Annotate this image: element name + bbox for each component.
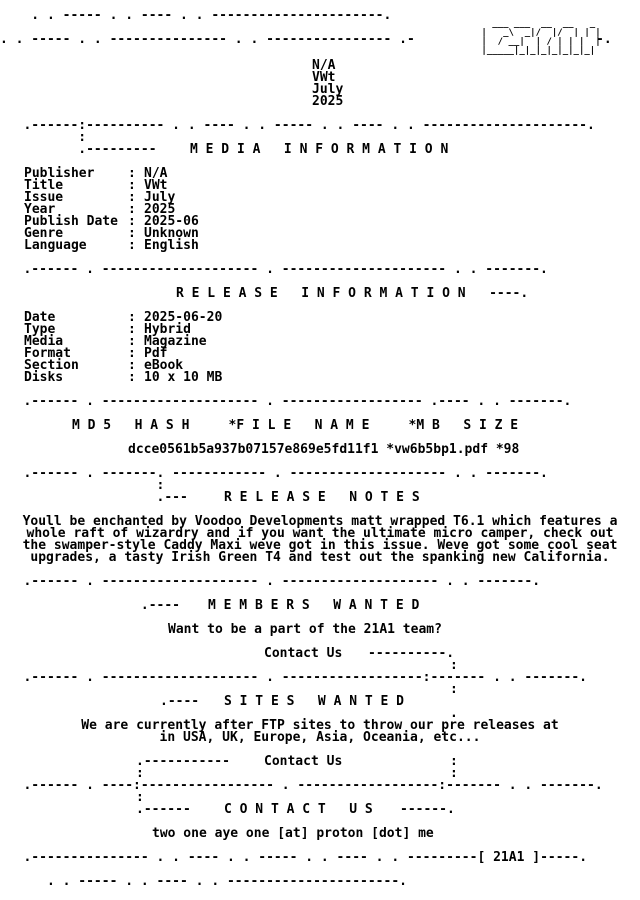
header-year: 2025 — [312, 94, 344, 109]
footer-tag: [ 21A1 ] — [477, 850, 541, 865]
release-notes-line: Youll be enchanted by Voodoo Developments matt wrapped T6.1 which features a — [22, 514, 618, 529]
contact-address: two one aye one [at] proton [dot] me — [152, 826, 434, 841]
divider: .------ — [136, 802, 191, 817]
divider: ----------. — [368, 646, 455, 661]
release-notes-line: the swamper-style Caddy Maxi weve got in this issue. Weve got some cool seat — [22, 538, 618, 553]
divider: .------:---------- . . ---- . . ----- . . ---- . . ---------------------. — [0, 118, 595, 133]
hash-row — [128, 444, 628, 456]
media-field: Issue : July — [24, 190, 176, 205]
release-field: Section : eBook — [24, 358, 184, 373]
divider: .------ . ----:----------------- . ------------------:------- . . -------. — [0, 778, 603, 793]
divider: : — [0, 478, 165, 493]
release-notes-line: whole raft of wizardry and if you want the ultimate micro camper, check out — [26, 526, 614, 541]
contact-us-link[interactable]: Contact Us — [264, 646, 343, 661]
header-title: VWt — [312, 70, 336, 85]
divider: .------ . -------------------- . ------------------ .---- . . -------. — [0, 394, 572, 409]
sites-wanted-text: We are currently after FTP sites to throw our pre releases at — [81, 718, 559, 733]
md5-hash: dcce0561b5a937b07157e869e5fd11f1 — [128, 442, 379, 457]
divider: .---- — [160, 694, 200, 709]
header-publisher: N/A — [312, 58, 336, 73]
file-name: *vw6b5bp1.pdf — [386, 442, 489, 457]
divider: .--- — [0, 490, 188, 505]
release-field: Date : 2025-06-20 — [24, 310, 223, 325]
top-border-line: . . ----- . . ---- . . ----------------------. — [0, 8, 392, 23]
divider: . — [450, 706, 458, 721]
media-field: Year : 2025 — [24, 202, 176, 217]
mb-size: *98 — [495, 442, 520, 457]
sites-wanted-heading: S I T E S W A N T E D — [224, 694, 405, 709]
sites-wanted-text: in USA, UK, Europe, Asia, Oceania, etc... — [159, 730, 481, 745]
release-information-heading: R E L E A S E I N F O R M A T I O N ----. — [176, 286, 529, 301]
members-wanted-text: Want to be a part of the 21A1 team? — [168, 622, 442, 637]
media-field: Publish Date : 2025-06 — [24, 214, 199, 229]
divider: : — [450, 766, 458, 781]
group-logo: ___ ___ __ __ _ | _\ _|/ |/ | | | | / __| | / | | | | |_____|_|_|_|_|_|_|_| — [481, 19, 601, 56]
divider: : — [450, 754, 458, 769]
divider: .------ . -------------------- . --------------------- . . -------. — [0, 262, 548, 277]
header-issue: July — [312, 82, 344, 97]
release-field: Disks : 10 x 10 MB — [24, 370, 223, 385]
divider: .------ . -------------------- . -------------------- . . -------. — [0, 574, 541, 589]
media-field: Publisher : N/A — [24, 166, 168, 181]
media-information-heading: M E D I A I N F O R M A T I O N — [190, 142, 449, 157]
divider: ------. — [400, 802, 455, 817]
members-wanted-heading: M E M B E R S W A N T E D — [208, 598, 420, 613]
release-information-table — [24, 312, 624, 384]
divider: : — [136, 766, 144, 781]
media-field: Genre : Unknown — [24, 226, 199, 241]
sites-contact-us-link[interactable]: Contact Us — [264, 754, 343, 769]
media-field: Title : VWt — [24, 178, 168, 193]
release-notes-heading: R E L E A S E N O T E S — [224, 490, 420, 505]
media-field: Language : English — [24, 238, 199, 253]
footer-border: .--------------- . . ---- . . ----- . . ---- . . ---------[ 21A1 ]-----. — [0, 850, 588, 865]
divider: : — [0, 130, 87, 145]
footer-bottom-line: . . ----- . . ---- . . ----------------------. — [0, 874, 407, 889]
divider: : — [450, 658, 458, 673]
divider: .------ . -------------------- . ------------------:------- . . -------. — [0, 670, 587, 685]
divider: .--------- — [0, 142, 157, 157]
divider: .------ . -------. ------------ . -------------------- . . -------. — [0, 466, 548, 481]
media-information-table — [24, 168, 624, 252]
release-field: Type : Hybrid — [24, 322, 191, 337]
hash-header: M D 5 H A S H *F I L E N A M E *M B S I Z E — [72, 418, 519, 433]
divider: .---- — [0, 598, 181, 613]
divider: : — [450, 682, 458, 697]
top-border-end: -. — [596, 32, 612, 47]
release-field: Format : Pdf — [24, 346, 168, 361]
release-field: Media : Magazine — [24, 334, 207, 349]
divider: : — [136, 790, 144, 805]
top-border-dashes: . . ----- . . --------------- . . ---------------- .- — [0, 32, 415, 47]
release-notes-line: upgrades, a tasty Irish Green T4 and test out the spanking new California. — [30, 550, 610, 565]
contact-heading: C O N T A C T U S — [224, 802, 373, 817]
divider: .----------- — [136, 754, 230, 769]
